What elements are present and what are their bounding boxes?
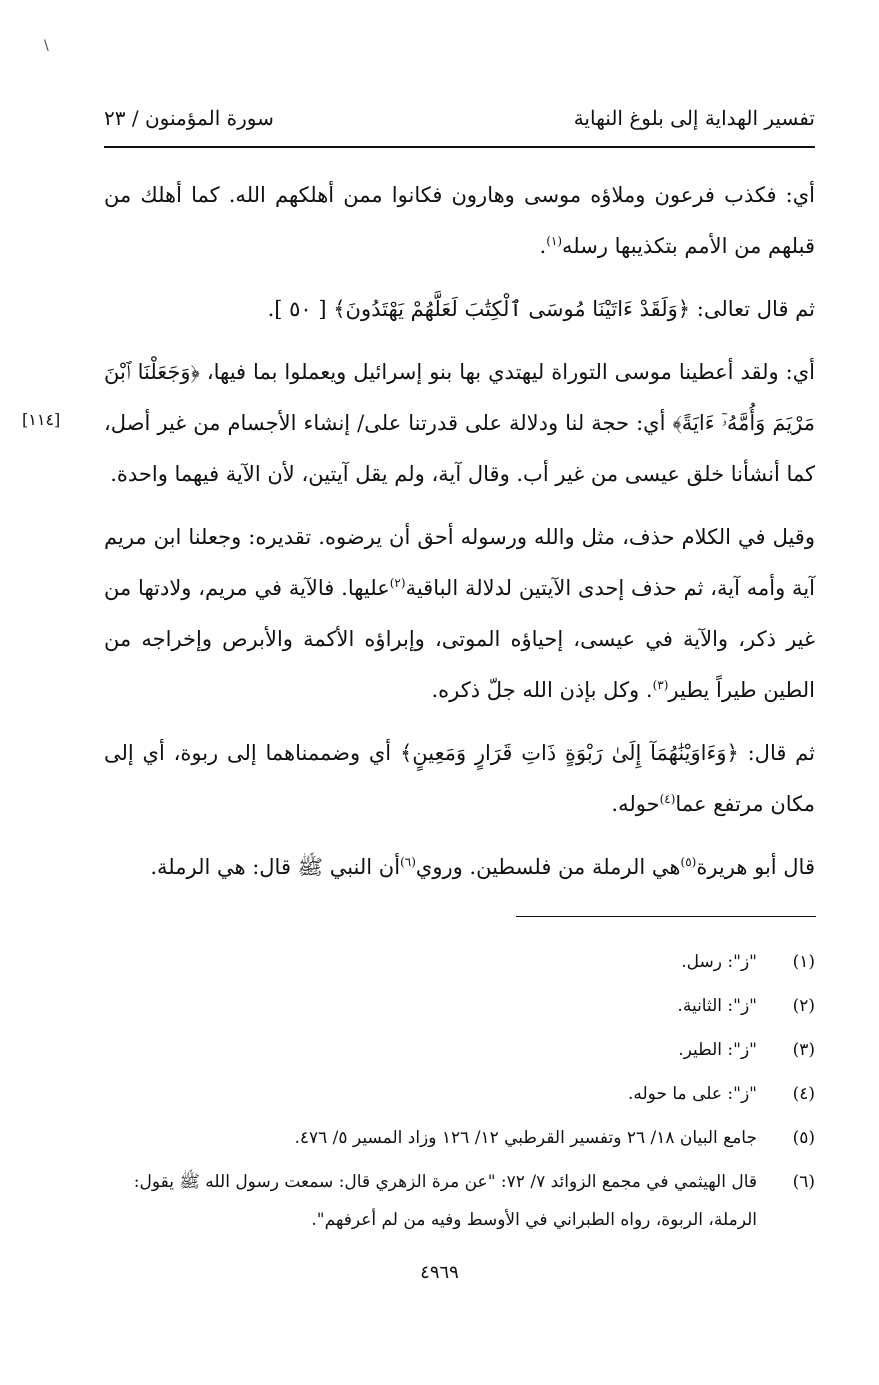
sura-title: سورة المؤمنون / ٢٣ [104,106,274,130]
paragraph-5: ثم قال: ﴿وَءَاوَيْنَٰهُمَآ إِلَىٰ رَبْوَةٍ ذَاتِ قَرَارٍ وَمَعِينٍ﴾ أي وضممناهما إلى ربوة، أي إلى مكان مرتفع عما$^{(٤)}$حوله. [104,741,815,816]
footnote-number: (٣) [792,1040,815,1060]
body-text [104,170,815,893]
running-header [104,106,815,138]
paragraph-1: أي: فكذب فرعون وملاؤه موسى وهارون فكانوا ممن أهلكهم الله. كما أهلك من قبلهم من الأمم بتكذيبها رسله$^{(١)}$. [104,183,815,258]
footnote-ref-6: (٦) [400,855,416,869]
footnote-text: "ز": الثانية. [677,996,757,1016]
quran-verse: ﴿وَءَاوَيْنَٰهُمَآ إِلَىٰ رَبْوَةٍ ذَاتِ قَرَارٍ وَمَعِينٍ﴾ [399,741,739,765]
scan-mark: \ [44,38,49,54]
footnote [104,1072,815,1116]
footnote-text: قال الهيثمي في مجمع الزوائد ٧/ ٧٢: "عن مرة الزهري قال: سمعت رسول الله ﷺ يقول: الرملة، الربوة، رواه الطبراني في الأوسط وفيه من لم أعرفهم". [133,1172,757,1230]
paragraph-4: وقيل في الكلام حذف، مثل والله ورسوله أحق أن يرضوه. تقديره: وجعلنا ابن مريم آية وأمه آية، ثم حذف إحدى الآيتين لدلالة الباقية$^{(٢)}$عليها. فالآية في مريم، ولادتها من غير ذكر، والآية في عيسى، إحياؤه الموتى، وإبراؤه الأكمة والأبرص وإخراجه من الطين طيراً يطير$^{(٣)}$. وكل بإذن الله جلّ ذكره. [104,525,815,702]
manuscript-folio-ref: [١١٤] [22,410,61,429]
footnote-divider [516,916,816,917]
book-title: تفسير الهداية إلى بلوغ النهاية [573,106,815,130]
footnote [104,984,815,1028]
footnote [104,940,815,984]
paragraph-6: قال أبو هريرة$^{(٥)}$هي الرملة من فلسطين. وروي$^{(٦)}$أن النبي ﷺ قال: هي الرملة. [150,855,815,879]
footnote-number: (٥) [792,1128,815,1148]
header-divider [104,146,815,148]
footnote-ref-5: (٥) [680,855,697,869]
footnote-ref-4: (٤) [659,792,676,806]
footnote-number: (٤) [792,1084,815,1104]
footnote-number: (٦) [792,1172,815,1192]
footnote-text: "ز": الطير. [678,1040,757,1060]
footnote-ref-2: (٢) [389,576,406,590]
footnote-text: "ز": رسل. [681,952,757,972]
footnote [104,1116,815,1160]
footnote [104,1028,815,1072]
paragraph-3: أي: ولقد أعطينا موسى التوراة ليهتدي بها بنو إسرائيل ويعملوا بما فيها، ﴿وَجَعَلْنَا ٱبْنَ مَرْيَمَ وَأُمَّهُۥٓ ءَايَةً﴾ أي: حجة لنا ودلالة على قدرتنا على/ إنشاء الأجسام من غير أصل، كما أنشأنا خلق عيسى من غير أب. وقال آية، ولم يقل آيتين، لأن الآية فيهما واحدة. [104,360,815,486]
quran-verse: ﴿وَلَقَدْ ءَاتَيْنَا مُوسَى ٱلْكِتَٰبَ لَعَلَّهُمْ يَهْتَدُونَ﴾ [333,297,691,321]
footnote-number: (١) [792,952,815,972]
footnote-ref-1: (١) [546,234,563,248]
footnotes [104,940,815,1239]
footnote-text: جامع البيان ١٨/ ٢٦ وتفسير القرطبي ١٢/ ١٢٦ وزاد المسير ٥/ ٤٧٦. [294,1128,757,1148]
quran-verse: ﴿وَجَعَلْنَا ٱبْنَ مَرْيَمَ وَأُمَّهُۥٓ ءَايَةً﴾ [104,360,815,435]
footnote-ref-3: (٣) [652,678,669,692]
footnote-text: "ز": على ما حوله. [627,1084,757,1104]
footnote [104,1160,815,1239]
page-number: ٤٩٦٩ [420,1262,459,1283]
paragraph-2: ثم قال تعالى: ﴿وَلَقَدْ ءَاتَيْنَا مُوسَى ٱلْكِتَٰبَ لَعَلَّهُمْ يَهْتَدُونَ﴾ [ ٥٠ ]. [267,297,815,321]
footnote-number: (٢) [792,996,815,1016]
